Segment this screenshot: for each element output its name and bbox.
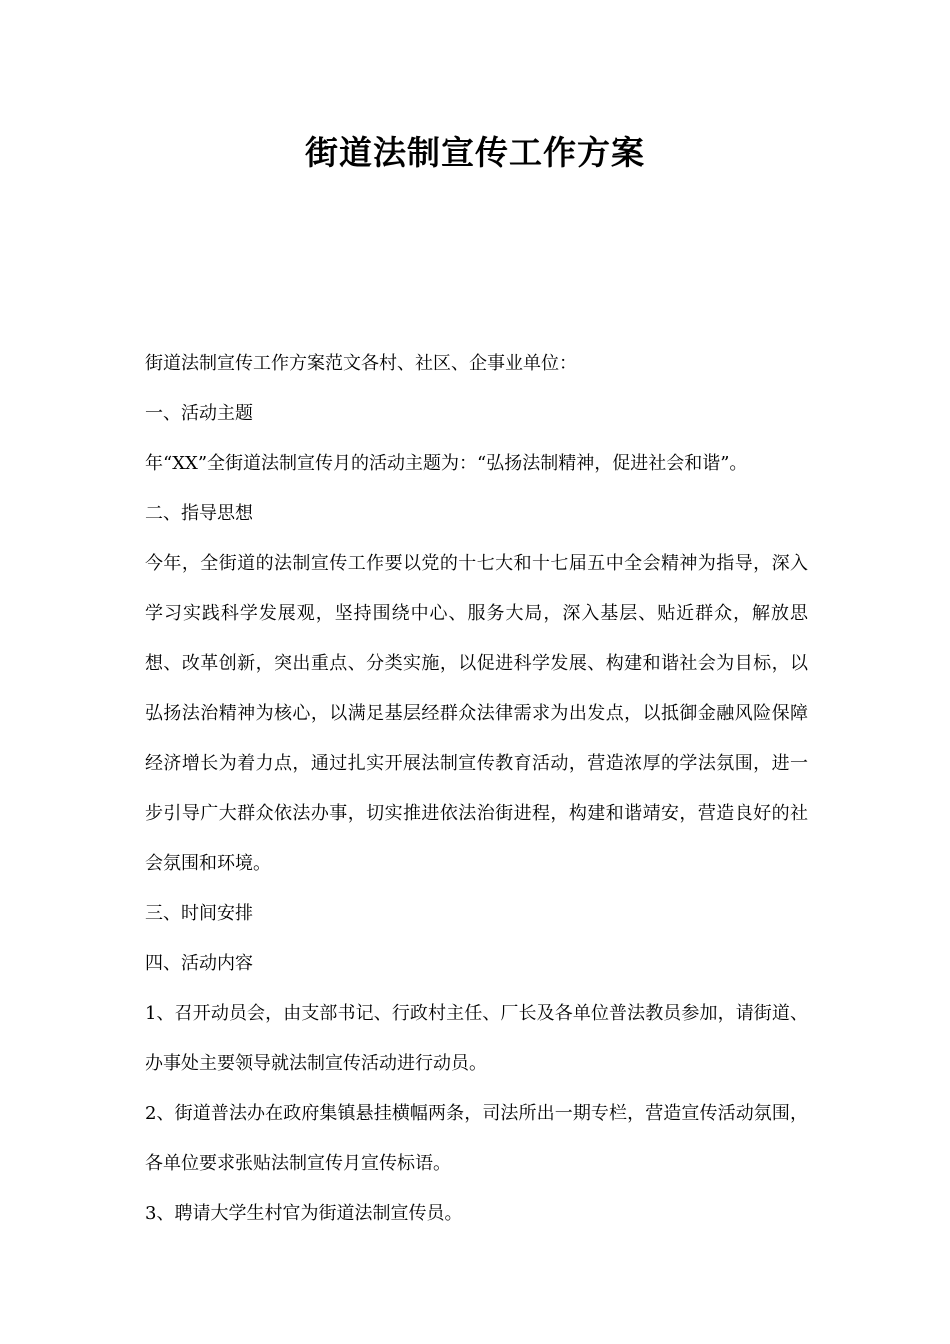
document-title: 街道法制宣传工作方案	[305, 133, 645, 172]
section-heading-theme: 一、活动主题	[145, 403, 253, 424]
guiding-ideology-paragraph: 今年，全街道的法制宣传工作要以党的十七大和十七届五中全会精神为指导，深入学习实践科学发展观，坚持围绕中心、服务大局，深入基层、贴近群众，解放思想、改革创新，突出重点、分类实施，以促进科学发展、构建和谐社会为目标，以弘扬法治精神为核心，以满足基层经群众法律需求为出发点，以抵御金融风险保障经济增长为着力点，通过扎实开展法制宣传教育活动，营造浓厚的学法氛围，进一步引导广大群众依法办事，切实推进依法治街进程，构建和谐靖安，营造良好的社会氛围和环境。	[145, 553, 808, 874]
activity-item-1: 1、召开动员会，由支部书记、行政村主任、厂长及各单位普法教员参加，请街道、办事处主要领导就法制宣传活动进行动员。	[145, 1003, 808, 1074]
activity-item-3: 3、聘请大学生村官为街道法制宣传员。	[145, 1203, 463, 1224]
theme-paragraph: 年“XX”全街道法制宣传月的活动主题为：“弘扬法制精神，促进社会和谐”。	[145, 453, 748, 474]
section-heading-activities: 四、活动内容	[145, 953, 253, 974]
salutation-paragraph: 街道法制宣传工作方案范文各村、社区、企事业单位：	[145, 353, 577, 374]
section-heading-guiding-ideology: 二、指导思想	[145, 503, 253, 524]
document-body	[145, 339, 808, 1239]
activity-item-2: 2、街道普法办在政府集镇悬挂横幅两条，司法所出一期专栏，营造宣传活动氛围，各单位要求张贴法制宣传月宣传标语。	[145, 1103, 808, 1174]
section-heading-schedule: 三、时间安排	[145, 903, 253, 924]
